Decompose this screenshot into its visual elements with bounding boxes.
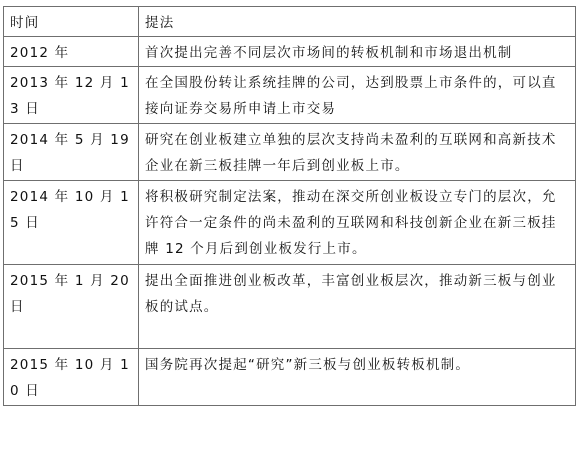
row-date: 2015 年 1 月 20 日 — [4, 265, 139, 349]
table-row — [4, 265, 576, 349]
row-proposal: 首次提出完善不同层次市场间的转板机制和市场退出机制 — [139, 37, 576, 67]
table-header — [4, 7, 576, 37]
row-proposal: 将积极研究制定法案，推动在深交所创业板设立专门的层次，允许符合一定条件的尚未盈利的互联网和科技创新企业在新三板挂牌 12 个月后到创业板发行上市。 — [139, 181, 576, 265]
row-proposal: 在全国股份转让系统挂牌的公司，达到股票上市条件的，可以直接向证券交易所申请上市交易 — [139, 67, 576, 124]
row-date: 2014 年 5 月 19 日 — [4, 124, 139, 181]
table-row — [4, 349, 576, 406]
table-row — [4, 181, 576, 265]
header-proposal: 提法 — [139, 7, 576, 37]
table-row — [4, 37, 576, 67]
row-date: 2015 年 10 月 10 日 — [4, 349, 139, 406]
header-date: 时间 — [4, 7, 139, 37]
row-proposal: 提出全面推进创业板改革，丰富创业板层次，推动新三板与创业板的试点。 — [139, 265, 576, 349]
row-proposal: 国务院再次提起“研究”新三板与创业板转板机制。 — [139, 349, 576, 406]
table-row — [4, 67, 576, 124]
policy-timeline-table — [3, 6, 576, 406]
row-proposal: 研究在创业板建立单独的层次支持尚未盈利的互联网和高新技术企业在新三板挂牌一年后到创业板上市。 — [139, 124, 576, 181]
table-body — [4, 37, 576, 406]
table-header-row — [4, 7, 576, 37]
table-row — [4, 124, 576, 181]
row-date: 2014 年 10 月 15 日 — [4, 181, 139, 265]
row-date: 2012 年 — [4, 37, 139, 67]
row-date: 2013 年 12 月 13 日 — [4, 67, 139, 124]
